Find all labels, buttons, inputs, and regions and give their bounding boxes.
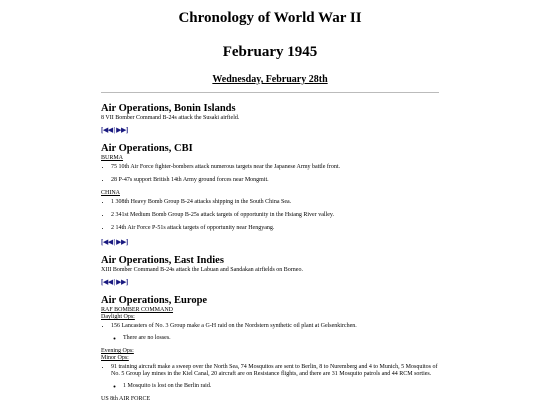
nav-arrows [101,126,439,134]
prev-link[interactable]: [◀◀ [101,278,113,286]
minor-list [101,364,439,390]
nav-arrows [101,278,439,286]
next-link[interactable]: ▶▶] [116,278,128,286]
section-east-indies [101,255,439,286]
minor-label: Minor Ops: [101,355,129,361]
prev-link[interactable]: [◀◀ [101,238,113,246]
nav-separator: | [113,278,115,286]
sub-list [111,383,439,390]
china-label: CHINA [101,190,120,196]
list-item: • 2 14th Air Force P-51s attack targets of opportunity near Hengyang. [111,225,439,232]
list-item [111,364,439,390]
nav-separator: | [113,238,115,246]
day-heading: Wednesday, February 28th [212,74,328,85]
daylight-list [101,323,439,342]
section-europe [101,295,439,403]
month-heading: February 1945 [222,44,318,60]
nav-arrows [101,238,439,246]
evening-label: Evening Ops: [101,348,134,354]
list-item: • 75 10th Air Force fighter-bombers attack numerous targets near the Japanese Army battle front. [111,164,439,171]
page-title: Chronology of World War II [178,10,362,26]
burma-list [101,164,439,184]
burma-label: BURMA [101,155,124,161]
next-link[interactable]: ▶▶] [116,126,128,134]
list-item-text: 91 training aircraft make a sweep over the North Sea, 74 Mosquitos are sent to Berlin, 8 to Nuremberg and 4 to Munich, 5 Mosquitos of No. 5 Group lay mines in the Kiel Canal, 20 aircraft are on Resistance flights, and there are 31 Mosquito patrols and 44 RCM sorties. [111,364,438,377]
sub-list-item: ◦ 1 Mosquito is lost on the Berlin raid. [123,383,439,390]
usaaf-label: US 8th AIR FORCE [101,396,151,402]
list-item: • 2 341st Medium Bomb Group B-25s attack targets of opportunity in the Hsiang River valley. [111,212,439,219]
sub-list-item: ◦ There are no losses. [123,335,439,342]
divider [101,92,439,93]
section-text: XIII Bomber Command B-24s attack the Labuan and Sandakan airfields on Borneo. [101,267,303,273]
section-title: Air Operations, CBI [101,143,193,154]
daylight-label: Daylight Ops: [101,314,135,320]
section-bonin-islands [101,103,439,134]
list-item-text: 156 Lancasters of No. 3 Group make a G-H raid on the Nordstern synthetic oil plant at Gelsenkirchen. [111,323,357,329]
next-link[interactable]: ▶▶] [116,238,128,246]
prev-link[interactable]: [◀◀ [101,126,113,134]
list-item: • 28 P-47s support British 14th Army ground forces near Mongmit. [111,177,439,184]
nav-separator: | [113,126,115,134]
raf-label: RAF BOMBER COMMAND [101,307,174,313]
list-item: • 1 308th Heavy Bomb Group B-24 attacks shipping in the South China Sea. [111,199,439,206]
china-list [101,199,439,232]
section-title: Air Operations, Europe [101,295,208,306]
page-content [101,0,439,403]
section-text: 8 VII Bomber Command B-24s attack the Susaki airfield. [101,115,240,121]
sub-list [111,335,439,342]
section-cbi [101,143,439,246]
section-title: Air Operations, East Indies [101,255,224,266]
list-item [111,323,439,342]
section-title: Air Operations, Bonin Islands [101,103,236,114]
